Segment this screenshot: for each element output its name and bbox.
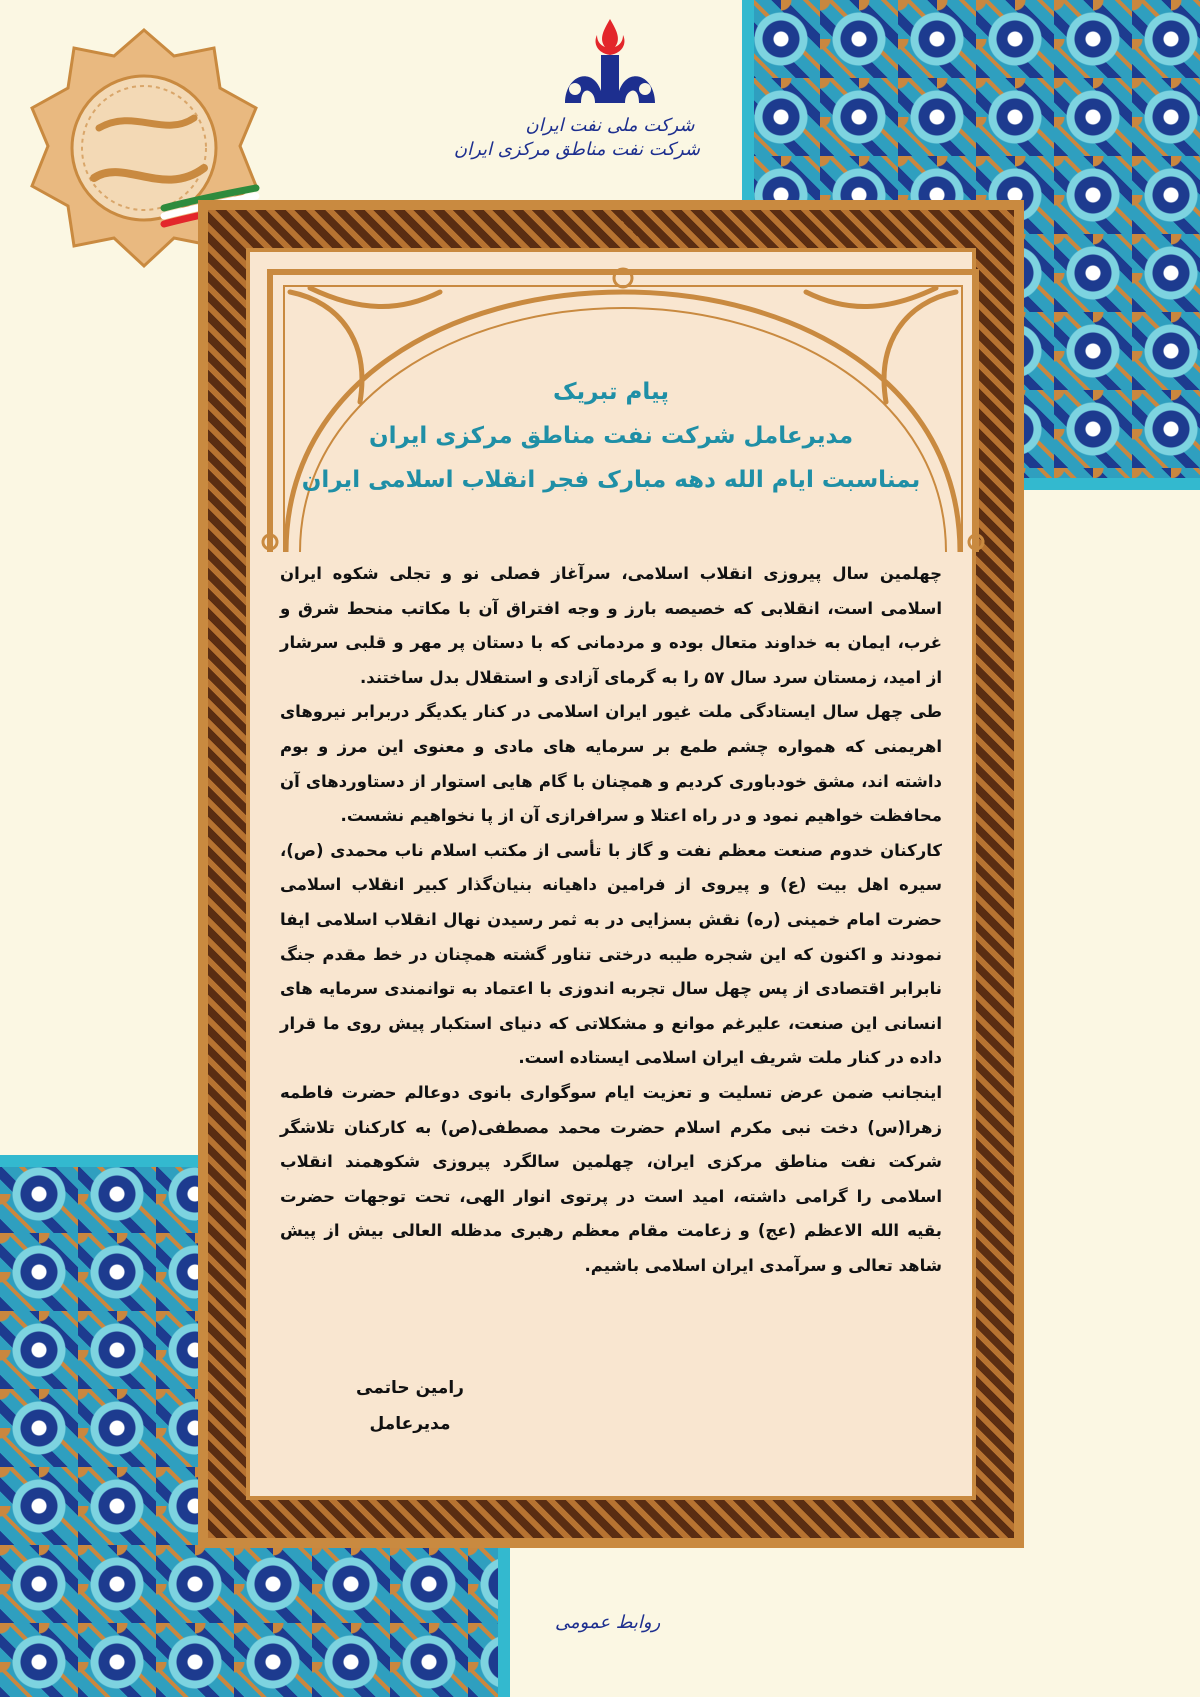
title-line-occasion: بمناسبت ایام الله دهه مبارک فجر انقلاب اسلامی ایران [301,467,921,493]
logo-line-2: شرکت نفت مناطق مرکزی ایران [453,139,700,160]
message-body [280,557,942,1283]
signatory-name: رامین حاتمی [356,1378,464,1398]
paragraph-3: کارکنان خدوم صنعت معظم نفت و گاز با تأسی از مکتب اسلام ناب محمدی (ص)، سیره اهل بیت (ع) و پیروی از فرامین داهیانه بنیان‌گذار کبیر انقلاب اسلامی حضرت امام خمینی (ره) نقش بسزایی در به ثمر رسیدن نهال انقلاب اسلامی ایفا نمودند و اکنون که این شجره طیبه درختی تناور گشته همچنان در خط مقدم جنگ نابرابر اقتصادی از پس چهل سال تجربه اندوزی با اعتماد به توانمندی سرمایه های انسانی این صنعت، علیرغم موانع و مشکلاتی که دنیای استکبار پیش روی ما قرار داده در کنار ملت شریف ایران اسلامی ایستاده است. [280,840,942,1068]
letter-panel [246,248,976,1500]
title-block [270,370,952,502]
title-line-greeting: پیام تبریک [552,379,670,405]
signature-block [330,1370,490,1442]
paragraph-2: طی چهل سال ایستادگی ملت غیور ایران اسلامی در کنار یکدیگر دربرابر نیروهای اهریمنی که همواره چشم طمع بر سرمایه های مادی و معنوی این مرز و بوم داشته اند، مشق خودباوری کردیم و همچنان با گام هایی استوار از دستاوردهای آن محافظت خواهیم نمود و در راه اعتلا و سرافرازی آن از پا نخواهیم نشست. [280,702,942,826]
paragraph-4: اینجانب ضمن عرض تسلیت و تعزیت ایام سوگواری بانوی دوعالم حضرت فاطمه زهرا(س) دخت نبی مکرم اسلام حضرت محمد مصطفی(ص) به کارکنان تلاشگر شرکت نفت مناطق مرکزی ایران، چهلمین سالگرد پیروزی شکوهمند انقلاب اسلامی را گرامی داشته، امید است در پرتوی انوار الهی، تحت توجهات حضرت بقیه الله الاعظم (عج) و زعامت مقام معظم رهبری مدظله العالی بیش از پیش شاهد تعالی و سرآمدی ایران اسلامی باشیم. [280,1082,942,1275]
letter-frame [198,200,1024,1548]
signatory-role: مدیرعامل [369,1414,451,1434]
paragraph-1: چهلمین سال پیروزی انقلاب اسلامی، سرآغاز فصلی نو و تجلی شکوه ایران اسلامی است، انقلابی که خصیصه بارز و وجه افتراق آن با مکاتب منحط شرق و غرب، ایمان به خداوند متعال بوده و مردمانی که با دستان پر مهر و قلبی سرشار از امید، زمستان سرد سال ۵۷ را به گرمای آزادی و استقلال بدل ساختند. [280,564,942,687]
nioc-logo-icon [555,15,665,110]
title-line-ceo: مدیرعامل شرکت نفت مناطق مرکزی ایران [368,423,854,449]
footer-department: روابط عمومی [555,1612,661,1633]
logo-line-1: شرکت ملی نفت ایران [525,115,695,136]
frame-ornamental-band [208,210,1014,1538]
company-logo [453,15,700,195]
